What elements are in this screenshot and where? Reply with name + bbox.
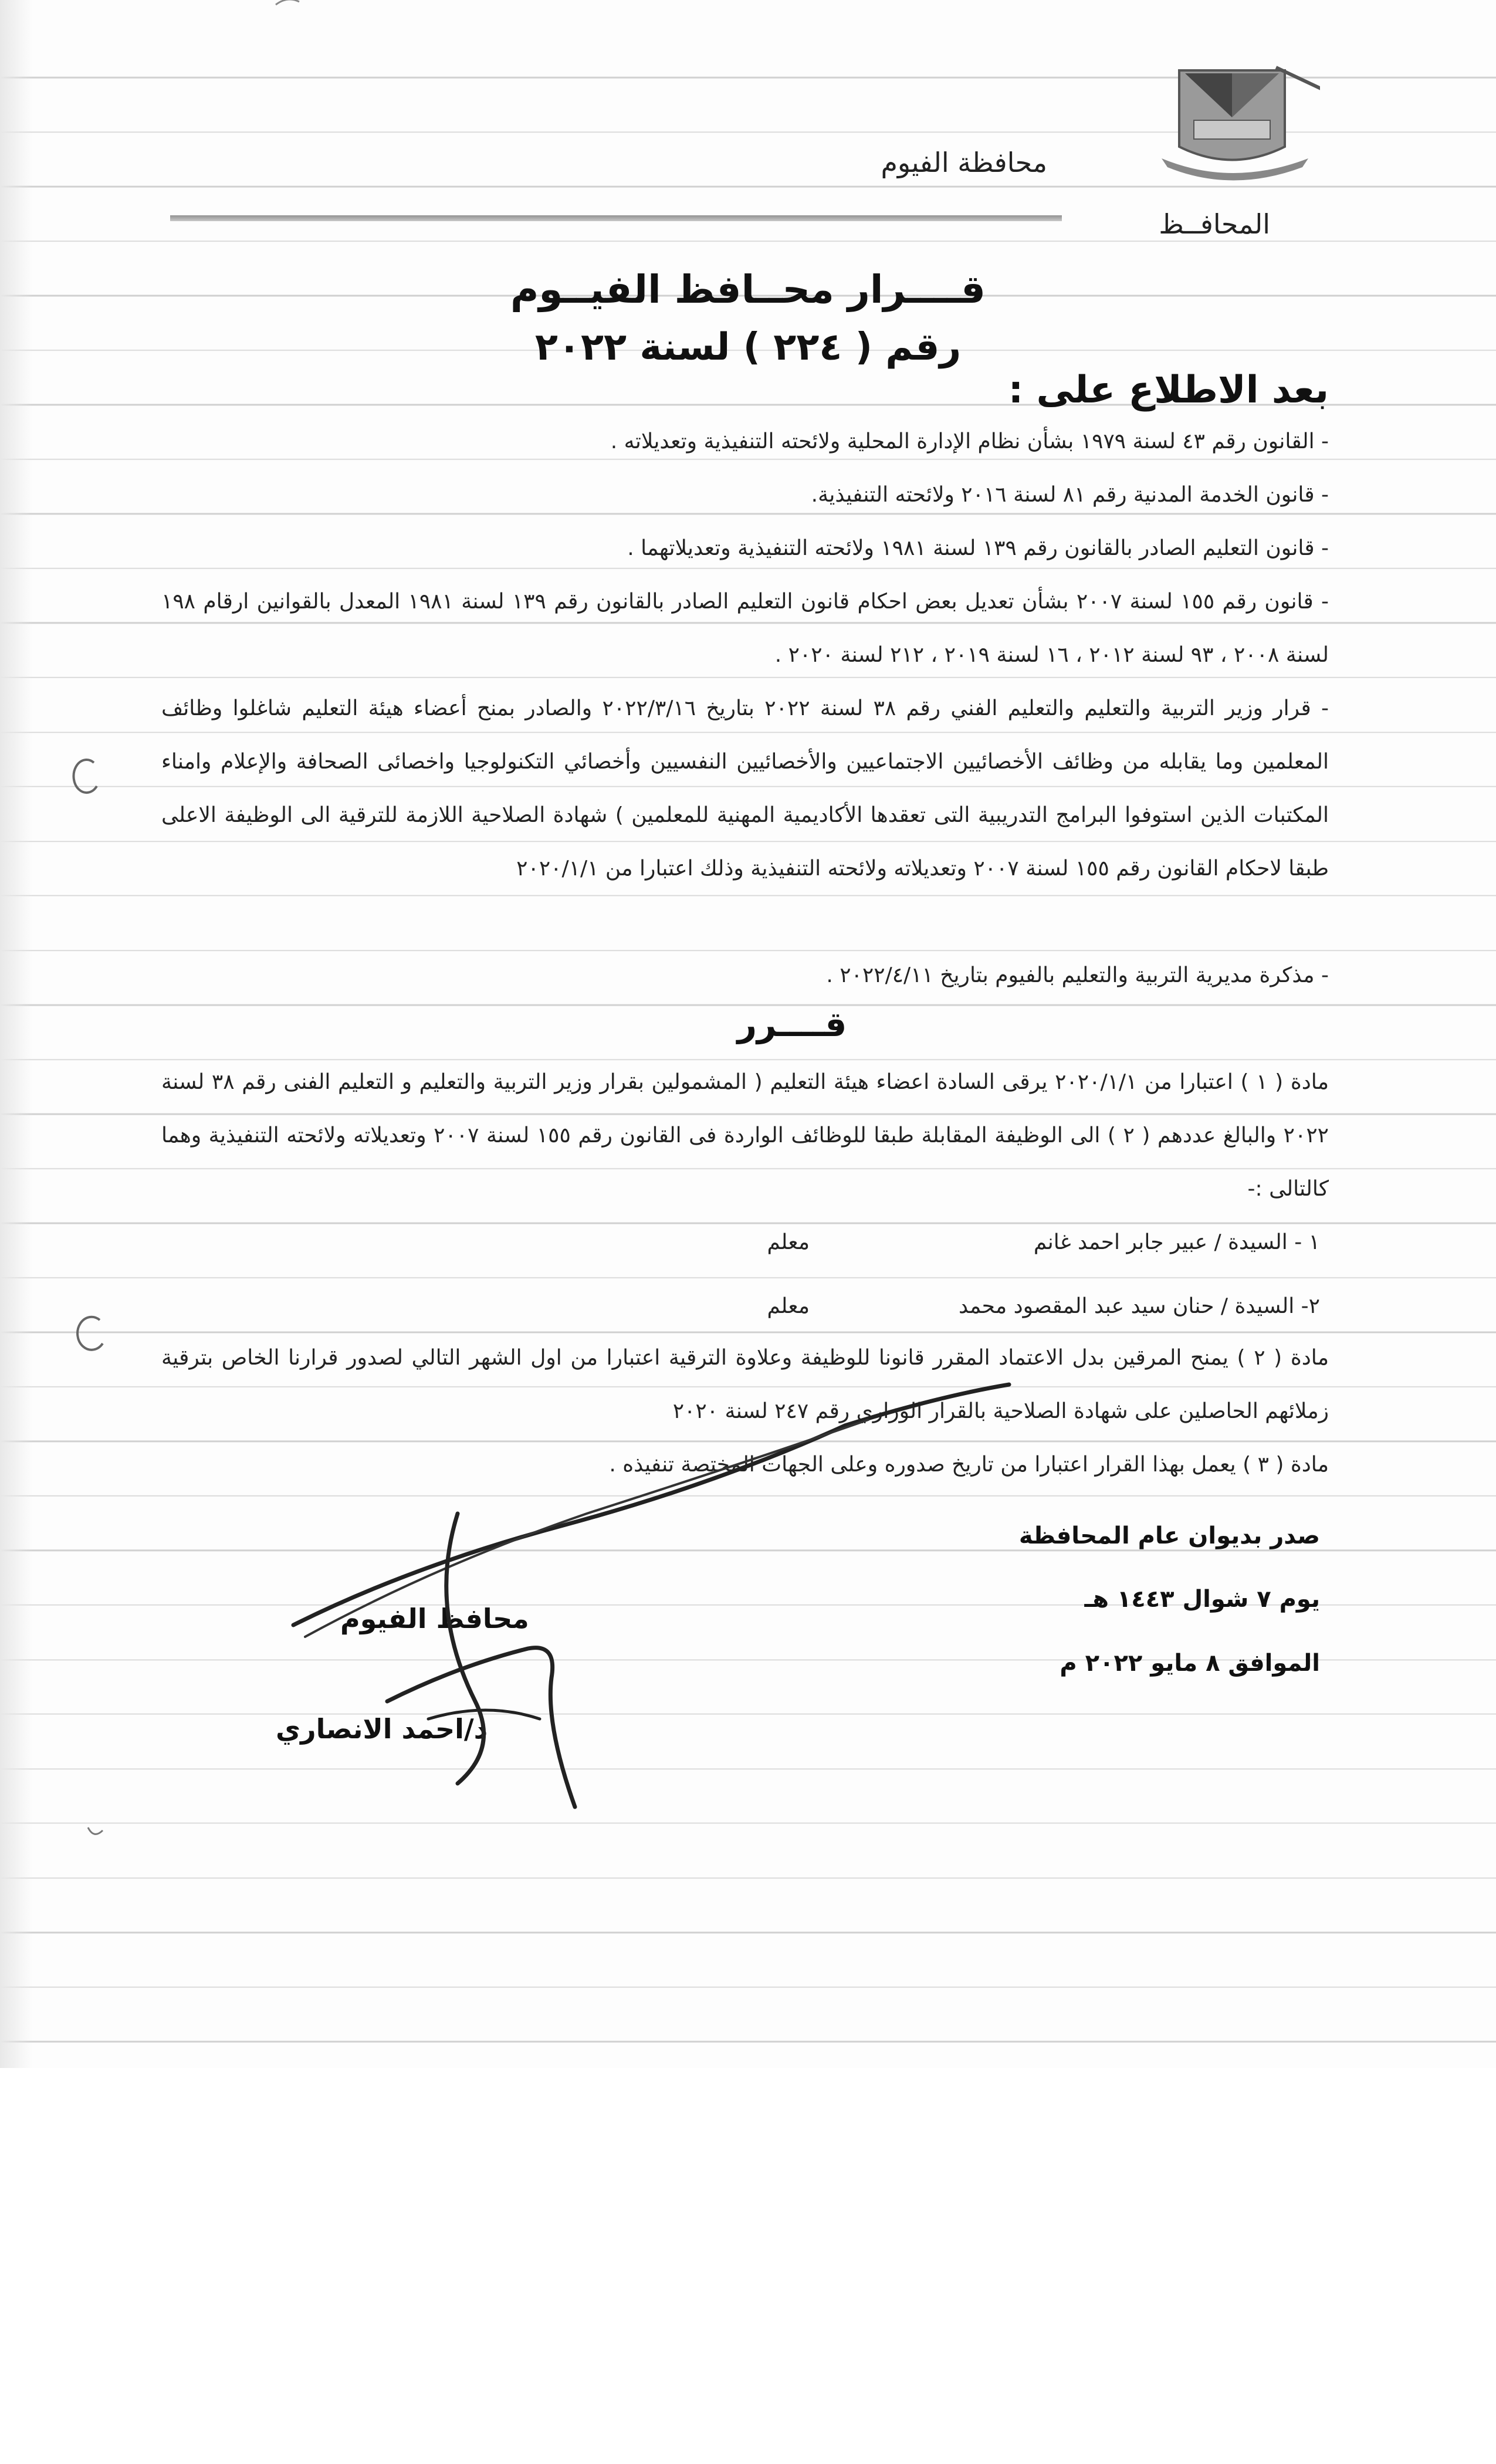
decree-number: رقم ( ٢٢٤ ) لسنة ٢٠٢٢ (534, 326, 962, 369)
signatory-name: د/احمد الانصاري (276, 1713, 488, 1745)
issuance-hijri-date: يوم ٧ شوال ١٤٤٣ هـ (1084, 1586, 1320, 1613)
person-job: معلم (767, 1294, 810, 1318)
reference-item: - قانون رقم ١٥٥ لسنة ٢٠٠٧ بشأن تعديل بعض احكام قانون التعليم الصادر بالقانون رقم ١٣٩ لسنة ١٩٨١ المعدل بالقوانين ارقام ١٩٨ لسنة ٢٠٠٨ ، ٩٣ لسنة ٢٠١٢ ، ١٦ لسنة ٢٠١٩ ، ٢١٢ لسنة ٢٠٢٠ . (161, 590, 1329, 667)
governor-label: المحافــظ (1159, 208, 1270, 240)
person-name: ٢- السيدة / حنان سيد عبد المقصود محمد (958, 1294, 1320, 1318)
article-3: مادة ( ٣ ) يعمل بهذا القرار اعتبارا من تاريخ صدوره وعلى الجهات المختصة تنفيذه . (609, 1453, 1329, 1477)
reference-item: - قانون التعليم الصادر بالقانون رقم ١٣٩ لسنة ١٩٨١ ولائحته التنفيذية وتعديلاتهما . (627, 536, 1329, 560)
reference-item: - القانون رقم ٤٣ لسنة ١٩٧٩ بشأن نظام الإدارة المحلية ولائحته التنفيذية وتعديلاته . (610, 429, 1329, 453)
decision-heading: قــــرر (737, 1004, 847, 1044)
intro-heading: بعد الاطلاع على : (1008, 368, 1329, 412)
reference-item: - قرار وزير التربية والتعليم والتعليم الفني رقم ٣٨ لسنة ٢٠٢٢ بتاريخ ٢٠٢٢/٣/١٦ والصادر بمنح أعضاء هيئة التعليم شاغلوا وظائف المعلمين وما يقابله من وظائف الأخصائيين الاجتماعيين والأخصائيين النفسيين وأخصائي التكنولوجيا واخصائى الصحافة والإعلام وامناء المكتبات الذين استوفوا البرامج التدريبية التى تعقدها الأكاديمية المهنية للمعلمين ) شهادة الصلاحية اللازمة للترقية الى الوظيفة الاعلى طبقا لاحكام القانون رقم ١٥٥ لسنة ٢٠٠٧ وتعديلاته ولائحته التنفيذية وذلك اعتبارا من ٢٠٢٠/١/١ (161, 696, 1329, 881)
article-2: مادة ( ٢ ) يمنح المرقين بدل الاعتماد المقرر قانونا للوظيفة وعلاوة الترقية اعتبارا من اول الشهر التالي لصدور قرارنا الخاص بترقية زملائهم الحاصلين على شهادة الصلاحية بالقرار الوزاري رقم ٢٤٧ لسنة ٢٠٢٠ (161, 1346, 1329, 1423)
signatory-title: محافظ الفيوم (340, 1603, 529, 1634)
person-name: ١ - السيدة / عبير جابر احمد غانم (1033, 1230, 1320, 1254)
governorate-name: محافظة الفيوم (881, 147, 1047, 178)
decree-title: قــــرار محــافظ الفيــوم (510, 267, 986, 312)
reference-item: - مذكرة مديرية التربية والتعليم بالفيوم بتاريخ ٢٠٢٢/٤/١١ . (826, 963, 1329, 987)
article-1: مادة ( ١ ) اعتبارا من ٢٠٢٠/١/١ يرقى السادة اعضاء هيئة التعليم ( المشمولين بقرار وزير التربية والتعليم و التعليم الفنى رقم ٣٨ لسنة ٢٠٢٢ والبالغ عددهم ( ٢ ) الى الوظيفة المقابلة طبقا للوظائف الواردة فى القانون رقم ١٥٥ لسنة ٢٠٠٧ وتعديلاته ولائحته التنفيذية وهما كالتالى :- (161, 1070, 1329, 1201)
reference-item: - قانون الخدمة المدنية رقم ٨١ لسنة ٢٠١٦ ولائحته التنفيذية. (811, 483, 1329, 507)
person-job: معلم (767, 1230, 810, 1254)
issuance-gregorian-date: الموافق ٨ مايو ٢٠٢٢ م (1060, 1650, 1320, 1677)
issuance-place: صدر بديوان عام المحافظة (1018, 1522, 1320, 1549)
